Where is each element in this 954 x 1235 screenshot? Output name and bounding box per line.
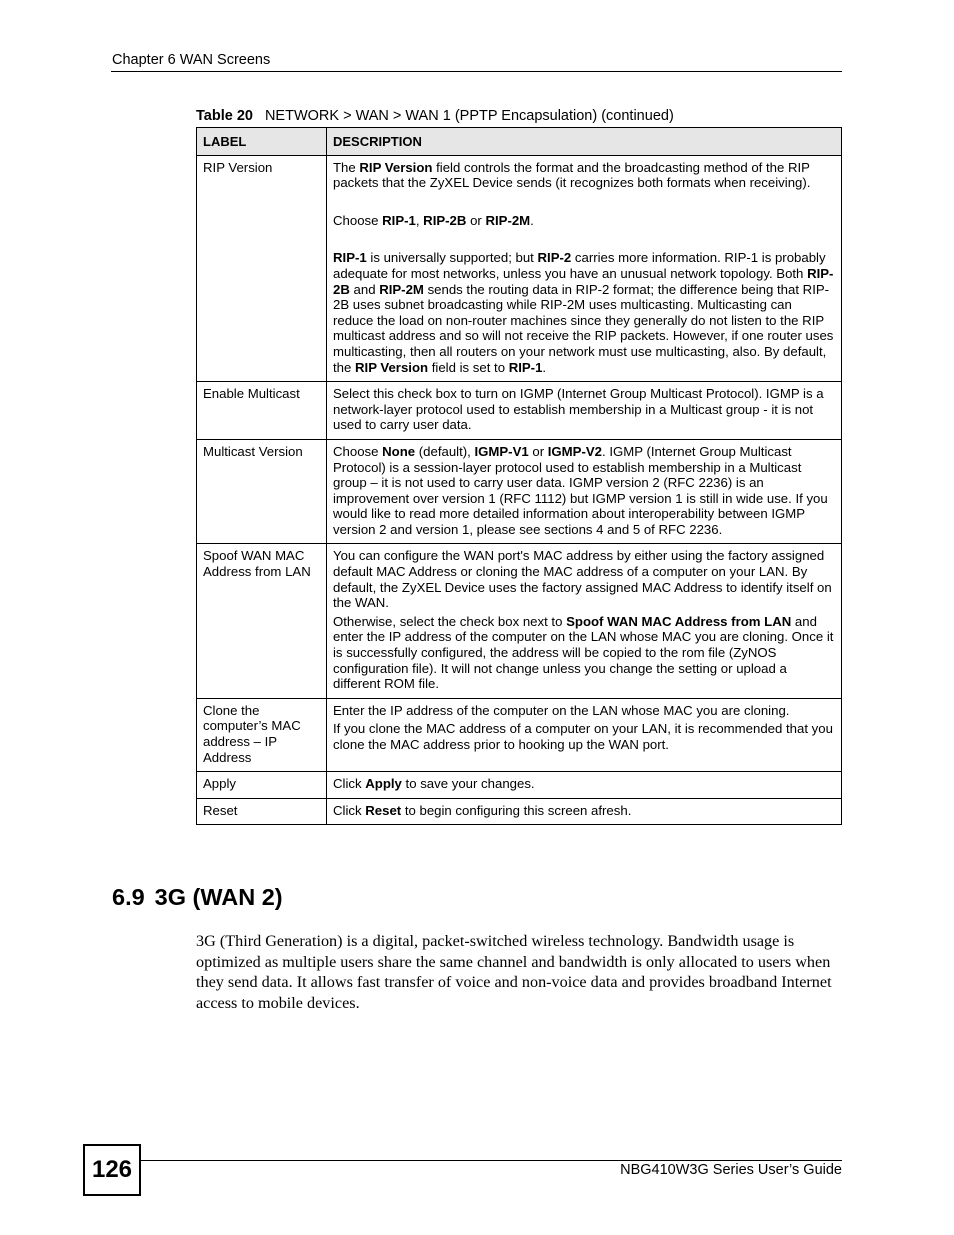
row-description [327,544,842,698]
table-row [197,439,842,544]
description-paragraph: Otherwise, select the check box next to Spoof WAN MAC Address from LAN and enter the IP address of the computer on the LAN whose MAC you are cloning. Once it is successfully configured, the address will be copied to the rom file (ZyNOS configuration file). It will not change unless you change the setting or upload a different ROM file. [333,613,834,692]
table-row [197,382,842,440]
description-paragraph: Choose None (default), IGMP-V1 or IGMP-V2. IGMP (Internet Group Multicast Protocol) is a session-layer protocol used to establish membership in a Multicast group – it is not used to carry user data. IGMP version 2 (RFC 2236) is an improvement over version 1 (RFC 1112) but IGMP version 1 is still in wide use. If you would like to read more detailed information about interoperability between IGMP version 2 and version 1, please see sections 4 and 5 of RFC 2236. [333,443,828,537]
chapter-header: Chapter 6 WAN Screens [112,52,271,68]
table-body [197,155,842,825]
header-divider [111,71,842,72]
description-paragraph: Choose RIP-1, RIP-2B or RIP-2M. [333,212,534,228]
table-caption-text: NETWORK > WAN > WAN 1 (PPTP Encapsulation) (continued) [264,108,674,124]
guide-title: NBG410W3G Series User’s Guide [620,1162,842,1178]
description-paragraph: Click Apply to save your changes. [333,776,535,792]
row-label: Apply [197,772,327,799]
table-caption-number: Table 20 [196,108,253,124]
row-label: RIP Version [197,155,327,382]
table-row [197,798,842,825]
row-description [327,155,842,382]
row-label: Reset [197,798,327,825]
section-title: 3G (WAN 2) [154,884,283,910]
row-label: Spoof WAN MAC Address from LAN [197,544,327,698]
row-description [327,382,842,440]
table-row [197,772,842,799]
description-paragraph: Enter the IP address of the computer on the LAN whose MAC you are cloning. [333,702,790,718]
row-description [327,698,842,771]
row-description [327,439,842,544]
description-paragraph: You can configure the WAN port's MAC address by either using the factory assigned default MAC Address or cloning the MAC address of a computer on your LAN. By default, the ZyXEL Device uses the factory assigned MAC Address to identify itself on the WAN. [333,548,832,611]
description-paragraph: Click Reset to begin configuring this screen afresh. [333,802,632,818]
table-row [197,698,842,771]
description-paragraph: The RIP Version field controls the format and the broadcasting method of the RIP packets that the ZyXEL Device sends (it recognizes both formats when receiving). [333,159,811,191]
description-paragraph: RIP-1 is universally supported; but RIP-2 carries more information. RIP-1 is probably adequate for most networks, unless you have an unusual network topology. Both RIP-2B and RIP-2M sends the routing data in RIP-2 format; the difference being that RIP-2B uses subnet broadcasting while RIP-2M uses multicasting. Multicasting can reduce the load on non-router machines since they generally do not listen to the RIP multicast address and so will not receive the RIP packets. However, if one router uses multicasting, then all routers on your network must use multicasting, also. By default, the RIP Version field is set to RIP-1. [333,250,834,375]
footer-divider [141,1160,842,1161]
page-number: 126 [83,1144,141,1196]
table-header-row [197,128,842,156]
table-row [197,155,842,382]
row-label: Enable Multicast [197,382,327,440]
table-caption [196,108,674,124]
section-number: 6.9 [112,884,145,910]
description-paragraph: Select this check box to turn on IGMP (Internet Group Multicast Protocol). IGMP is a network-layer protocol used to establish membership in a Multicast group - it is not used to carry user data. [333,386,824,433]
column-header-description: DESCRIPTION [327,128,842,156]
section-heading [112,884,283,911]
row-label: Multicast Version [197,439,327,544]
row-description [327,772,842,799]
wan-settings-table [196,127,842,825]
column-header-label: LABEL [197,128,327,156]
description-paragraph: If you clone the MAC address of a computer on your LAN, it is recommended that you clone the MAC address prior to hooking up the WAN port. [333,721,833,752]
row-description [327,798,842,825]
section-body-paragraph: 3G (Third Generation) is a digital, packet-switched wireless technology. Bandwidth usage is optimized as multiple users share the same channel and bandwidth is only allocated to users when they send data. It allows fast transfer of voice and non-voice data and provides broadband Internet access to mobile devices. [196,932,832,1012]
table-row [197,544,842,698]
row-label: Clone the computer’s MAC address – IP Address [197,698,327,771]
